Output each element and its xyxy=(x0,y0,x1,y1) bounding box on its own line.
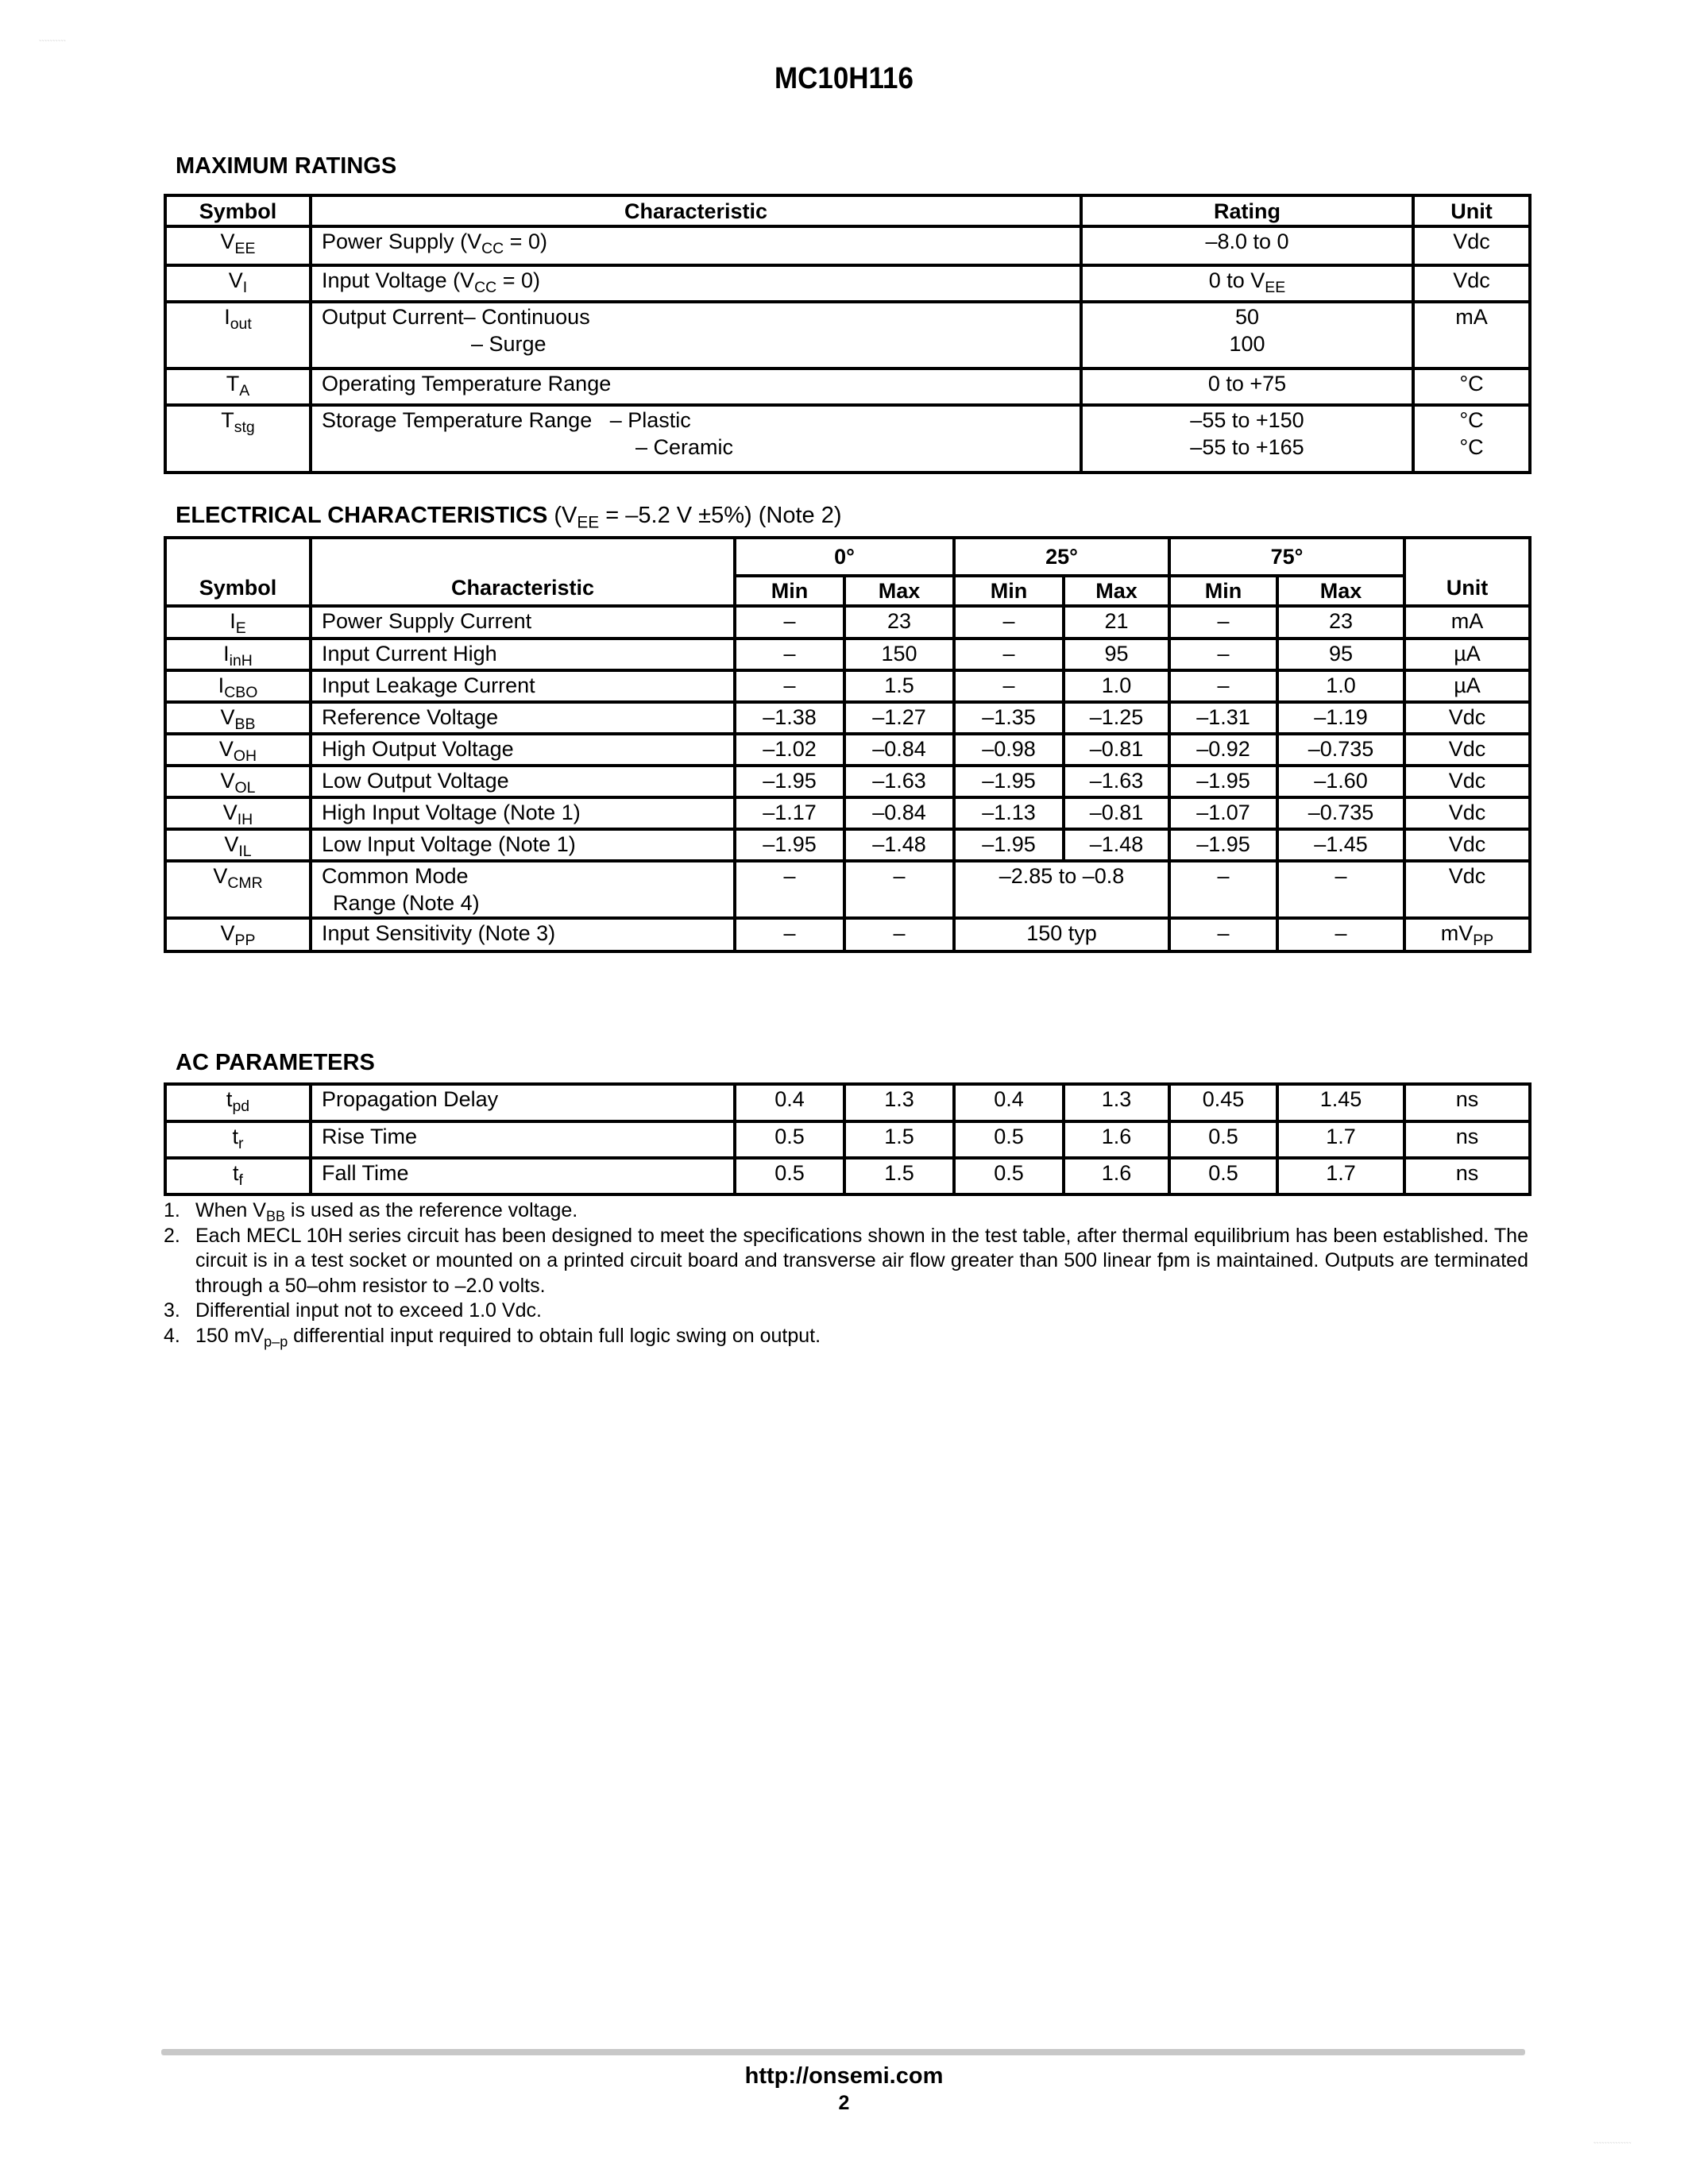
unit-cell: ns xyxy=(1404,1121,1530,1158)
footnotes xyxy=(164,1198,1528,1349)
value-cell: –1.95 xyxy=(735,829,844,861)
value-cell: –1.13 xyxy=(954,797,1064,829)
value-cell: –1.31 xyxy=(1169,702,1277,734)
value-cell: –0.84 xyxy=(844,797,954,829)
value-cell: – xyxy=(1169,670,1277,702)
rating-cell: 50 100 xyxy=(1081,302,1413,369)
characteristic-cell: Power Supply Current xyxy=(311,606,735,639)
value-cell: –1.27 xyxy=(844,702,954,734)
column-header-max: Max xyxy=(844,576,954,606)
ac-parameters-heading: AC PARAMETERS xyxy=(176,1050,375,1075)
value-cell: 1.5 xyxy=(844,1121,954,1158)
column-header-temp-25: 25° xyxy=(954,538,1169,576)
value-cell: –0.81 xyxy=(1064,797,1169,829)
symbol-cell: $I_{inH}$ xyxy=(165,639,311,670)
value-cell: –0.92 xyxy=(1169,734,1277,766)
page-title: MC10H116 xyxy=(774,62,914,95)
symbol-cell: $I_{CBO}$ xyxy=(165,670,311,702)
value-cell: 0.5 xyxy=(954,1121,1064,1158)
column-header-symbol: Symbol xyxy=(165,195,311,226)
value-cell: 150 typ xyxy=(954,918,1169,951)
max-ratings-table xyxy=(164,194,1532,474)
value-cell: –0.81 xyxy=(1064,734,1169,766)
unit-cell: Vdc xyxy=(1404,734,1530,766)
value-cell: –0.84 xyxy=(844,734,954,766)
rating-cell: –8.0 to 0 xyxy=(1081,226,1413,265)
column-header-temp-75: 75° xyxy=(1169,538,1404,576)
value-cell: –1.95 xyxy=(954,829,1064,861)
table-row xyxy=(165,606,1530,639)
value-cell: –1.95 xyxy=(735,766,844,797)
value-cell: –1.63 xyxy=(844,766,954,797)
value-cell: –0.735 xyxy=(1277,797,1404,829)
symbol-cell: $I_E$ xyxy=(165,606,311,639)
ac-parameters-table xyxy=(164,1082,1532,1196)
column-header-unit: Unit xyxy=(1413,195,1530,226)
characteristic-cell: High Output Voltage xyxy=(311,734,735,766)
unit-cell: °C xyxy=(1413,369,1530,405)
value-cell: 21 xyxy=(1064,606,1169,639)
characteristic-cell: Input Sensitivity (Note 3) xyxy=(311,918,735,951)
symbol-cell: $V_{EE}$ xyxy=(165,226,311,265)
rating-cell: 0 to $V_{EE}$ xyxy=(1081,265,1413,302)
symbol-cell: $t_{pd}$ xyxy=(165,1084,311,1121)
rating-cell: 0 to +75 xyxy=(1081,369,1413,405)
table-row xyxy=(165,1121,1530,1158)
value-cell: 1.5 xyxy=(844,670,954,702)
characteristic-cell: Input Current High xyxy=(311,639,735,670)
table-row xyxy=(165,734,1530,766)
column-header-min: Min xyxy=(1169,576,1277,606)
value-cell: 0.5 xyxy=(735,1121,844,1158)
value-cell: 0.5 xyxy=(1169,1121,1277,1158)
footnote-3: 3. Differential input not to exceed 1.0 Vdc. xyxy=(164,1299,542,1322)
value-cell: –1.60 xyxy=(1277,766,1404,797)
value-cell: 1.5 xyxy=(844,1158,954,1194)
value-cell: 1.3 xyxy=(1064,1084,1169,1121)
corner-watermark: ~~~~~~~~~~~~~~ xyxy=(1593,2141,1632,2146)
symbol-cell: $V_{BB}$ xyxy=(165,702,311,734)
footnote-4: 4. 150 $mV_{p-p}$ differential input required to obtain full logic swing on output. xyxy=(164,1324,821,1349)
footnote-1: 1. When $V_{BB}$ is used as the reference voltage. xyxy=(164,1199,578,1225)
value-cell: –1.02 xyxy=(735,734,844,766)
value-cell: – xyxy=(735,639,844,670)
unit-cell: µA xyxy=(1404,670,1530,702)
rating-cell: –55 to +150 –55 to +165 xyxy=(1081,405,1413,473)
value-cell: –1.48 xyxy=(1064,829,1169,861)
max-ratings-heading: MAXIMUM RATINGS xyxy=(176,153,397,179)
value-cell: 1.0 xyxy=(1064,670,1169,702)
value-cell: –0.98 xyxy=(954,734,1064,766)
unit-cell: mA xyxy=(1413,302,1530,369)
value-cell: 1.7 xyxy=(1277,1121,1404,1158)
symbol-cell: $t_f$ xyxy=(165,1158,311,1194)
value-cell: –1.45 xyxy=(1277,829,1404,861)
table-row xyxy=(165,766,1530,797)
characteristic-cell: Input Leakage Current xyxy=(311,670,735,702)
characteristic-cell: Propagation Delay xyxy=(311,1084,735,1121)
value-cell: – xyxy=(1277,918,1404,951)
characteristic-cell: High Input Voltage (Note 1) xyxy=(311,797,735,829)
column-header-max: Max xyxy=(1277,576,1404,606)
table-row xyxy=(165,405,1530,473)
symbol-cell: $T_A$ xyxy=(165,369,311,405)
value-cell: – xyxy=(735,670,844,702)
value-cell: 1.3 xyxy=(844,1084,954,1121)
value-cell: –1.17 xyxy=(735,797,844,829)
value-cell: –1.95 xyxy=(1169,766,1277,797)
column-header-min: Min xyxy=(735,576,844,606)
table-row xyxy=(165,265,1530,302)
table-row xyxy=(165,302,1530,369)
characteristic-cell: Storage Temperature Range – Plastic – Ceramic xyxy=(311,405,1081,473)
value-cell: 23 xyxy=(844,606,954,639)
unit-cell: Vdc xyxy=(1404,861,1530,918)
footnote-2: 2. Each MECL 10H series circuit has been designed to meet the specifications shown in the test table, after thermal equilibrium has been established. The circuit is in a test socket or mounted on a printed circuit board and transverse air flow greater than 500 linear fpm is maintained. Outputs are terminated through a 50–ohm resistor to –2.0 volts. xyxy=(164,1224,1528,1297)
value-cell: – xyxy=(1169,861,1277,918)
table-row xyxy=(165,797,1530,829)
unit-cell: Vdc xyxy=(1413,226,1530,265)
value-cell: – xyxy=(1277,861,1404,918)
value-cell: – xyxy=(735,918,844,951)
symbol-cell: $V_{CMR}$ xyxy=(165,861,311,918)
value-cell: –1.63 xyxy=(1064,766,1169,797)
unit-cell: $mV_{PP}$ xyxy=(1404,918,1530,951)
value-cell: 150 xyxy=(844,639,954,670)
unit-cell: °C °C xyxy=(1413,405,1530,473)
characteristic-cell: Low Input Voltage (Note 1) xyxy=(311,829,735,861)
column-header-characteristic: Characteristic xyxy=(311,195,1081,226)
table-row xyxy=(165,369,1530,405)
value-cell: 95 xyxy=(1064,639,1169,670)
characteristic-cell: Power Supply $(V_{CC} = 0)$ xyxy=(311,226,1081,265)
table-row xyxy=(165,226,1530,265)
value-cell: 0.5 xyxy=(1169,1158,1277,1194)
value-cell: –2.85 to –0.8 xyxy=(954,861,1169,918)
value-cell: – xyxy=(954,670,1064,702)
value-cell: 1.0 xyxy=(1277,670,1404,702)
value-cell: – xyxy=(735,861,844,918)
value-cell: 1.7 xyxy=(1277,1158,1404,1194)
value-cell: –0.735 xyxy=(1277,734,1404,766)
electrical-characteristics-table xyxy=(164,536,1532,953)
characteristic-cell: Operating Temperature Range xyxy=(311,369,1081,405)
column-header-unit: Unit xyxy=(1404,538,1530,606)
symbol-cell: $V_{IL}$ xyxy=(165,829,311,861)
table-row xyxy=(165,670,1530,702)
table-row xyxy=(165,702,1530,734)
characteristic-cell: Reference Voltage xyxy=(311,702,735,734)
unit-cell: µA xyxy=(1404,639,1530,670)
characteristic-cell: Fall Time xyxy=(311,1158,735,1194)
unit-cell: Vdc xyxy=(1404,766,1530,797)
value-cell: 0.4 xyxy=(735,1084,844,1121)
table-row xyxy=(165,829,1530,861)
value-cell: – xyxy=(844,918,954,951)
corner-watermark: ~~~~~~~~~~ xyxy=(39,39,67,44)
value-cell: –1.38 xyxy=(735,702,844,734)
symbol-cell: $V_{OH}$ xyxy=(165,734,311,766)
characteristic-cell: Output Current– Continuous – Surge xyxy=(311,302,1081,369)
value-cell: 23 xyxy=(1277,606,1404,639)
value-cell: –1.95 xyxy=(954,766,1064,797)
value-cell: – xyxy=(1169,639,1277,670)
unit-cell: Vdc xyxy=(1404,702,1530,734)
column-header-max: Max xyxy=(1064,576,1169,606)
table-row xyxy=(165,861,1530,918)
value-cell: – xyxy=(1169,606,1277,639)
table-row xyxy=(165,1084,1530,1121)
value-cell: – xyxy=(1169,918,1277,951)
value-cell: 0.45 xyxy=(1169,1084,1277,1121)
table-row xyxy=(165,918,1530,951)
unit-cell: ns xyxy=(1404,1158,1530,1194)
value-cell: 0.4 xyxy=(954,1084,1064,1121)
value-cell: 0.5 xyxy=(954,1158,1064,1194)
value-cell: –1.07 xyxy=(1169,797,1277,829)
characteristic-cell: Rise Time xyxy=(311,1121,735,1158)
symbol-cell: $I_{out}$ xyxy=(165,302,311,369)
unit-cell: Vdc xyxy=(1413,265,1530,302)
unit-cell: ns xyxy=(1404,1084,1530,1121)
unit-cell: Vdc xyxy=(1404,829,1530,861)
column-header-characteristic: Characteristic xyxy=(311,538,735,606)
value-cell: –1.48 xyxy=(844,829,954,861)
characteristic-cell: Input Voltage $(V_{CC} = 0)$ xyxy=(311,265,1081,302)
table-row xyxy=(165,639,1530,670)
value-cell: – xyxy=(735,606,844,639)
column-header-rating: Rating xyxy=(1081,195,1413,226)
value-cell: –1.35 xyxy=(954,702,1064,734)
footer-url-link[interactable]: http://onsemi.com xyxy=(744,2063,944,2089)
value-cell: 1.45 xyxy=(1277,1084,1404,1121)
value-cell: –1.19 xyxy=(1277,702,1404,734)
column-header-temp-0: 0° xyxy=(735,538,954,576)
temperature-header-row xyxy=(165,538,1530,576)
table-header-row xyxy=(165,195,1530,226)
characteristic-cell: Low Output Voltage xyxy=(311,766,735,797)
value-cell: – xyxy=(954,639,1064,670)
symbol-cell: $t_r$ xyxy=(165,1121,311,1158)
value-cell: 1.6 xyxy=(1064,1158,1169,1194)
footer-divider xyxy=(161,2049,1525,2055)
value-cell: 0.5 xyxy=(735,1158,844,1194)
symbol-cell: $V_{OL}$ xyxy=(165,766,311,797)
symbol-cell: $V_I$ xyxy=(165,265,311,302)
page-number: 2 xyxy=(838,2092,850,2114)
unit-cell: mA xyxy=(1404,606,1530,639)
value-cell: – xyxy=(954,606,1064,639)
unit-cell: Vdc xyxy=(1404,797,1530,829)
value-cell: 95 xyxy=(1277,639,1404,670)
value-cell: – xyxy=(844,861,954,918)
symbol-cell: $T_{stg}$ xyxy=(165,405,311,473)
table-row xyxy=(165,1158,1530,1194)
symbol-cell: $V_{IH}$ xyxy=(165,797,311,829)
column-header-symbol: Symbol xyxy=(165,538,311,606)
value-cell: –1.95 xyxy=(1169,829,1277,861)
value-cell: –1.25 xyxy=(1064,702,1169,734)
electrical-characteristics-heading: ELECTRICAL CHARACTERISTICS ($V_{EE} = -5.2$ V ±5%) (Note 2) xyxy=(176,503,842,532)
characteristic-cell: Common Mode Range (Note 4) xyxy=(311,861,735,918)
symbol-cell: $V_{PP}$ xyxy=(165,918,311,951)
column-header-min: Min xyxy=(954,576,1064,606)
value-cell: 1.6 xyxy=(1064,1121,1169,1158)
